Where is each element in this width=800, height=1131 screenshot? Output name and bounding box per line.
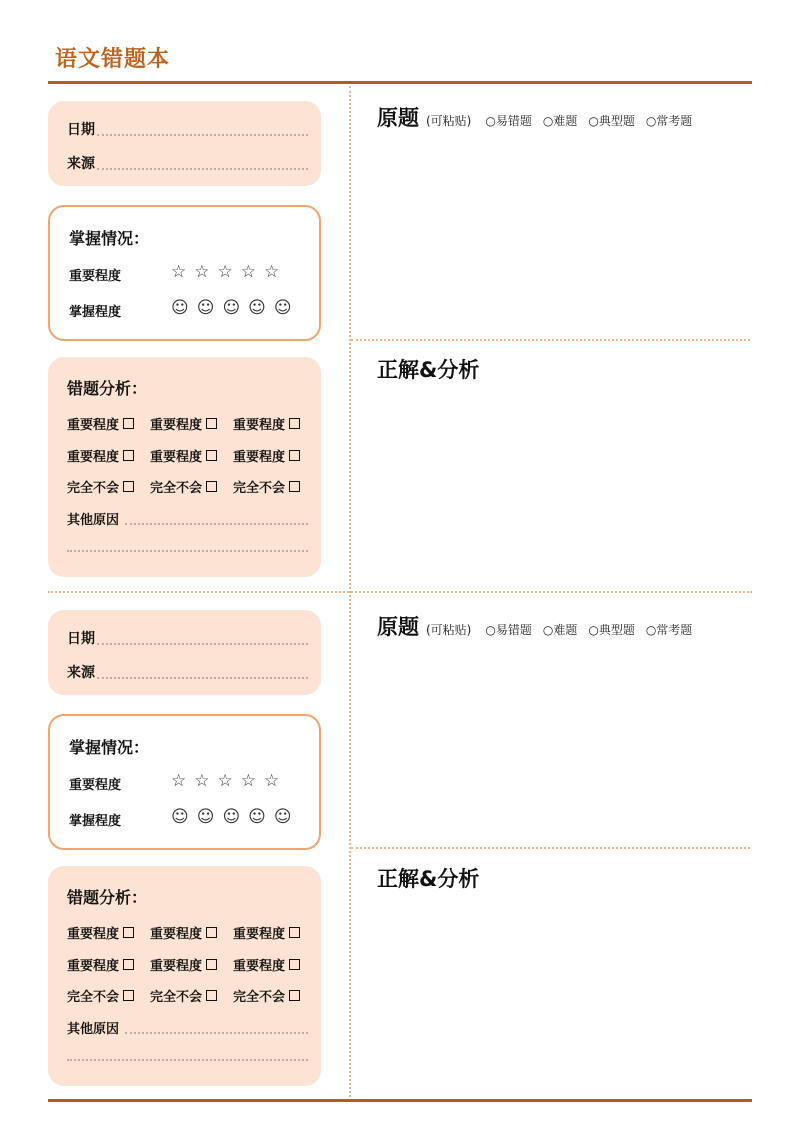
tag-difficult[interactable]: ○难题 [542, 623, 578, 637]
source-row [67, 662, 308, 682]
analysis-option[interactable]: 重要程度 [233, 446, 316, 465]
analysis-option[interactable]: 重要程度 [67, 955, 150, 974]
checkbox[interactable] [206, 450, 217, 461]
importance-label: 重要程度 [69, 778, 122, 793]
analysis-option[interactable]: 完全不会 [233, 986, 316, 1005]
other-reason-row [67, 1018, 308, 1037]
tag-frequent[interactable]: ○常考题 [645, 114, 693, 128]
tag-frequent[interactable]: ○常考题 [645, 623, 693, 637]
checkbox[interactable] [289, 481, 300, 492]
info-card [48, 610, 321, 695]
checkbox[interactable] [123, 927, 134, 938]
analysis-heading: 错题分析： [67, 379, 148, 398]
source-label: 来源 [67, 665, 95, 681]
analysis-option[interactable]: 完全不会 [150, 986, 233, 1005]
smiley-icon[interactable]: ☺☺☺☺☺ [171, 807, 300, 827]
analysis-option[interactable]: 重要程度 [150, 446, 233, 465]
star-icon[interactable]: ☆☆☆☆☆ [171, 771, 288, 791]
checkbox[interactable] [206, 990, 217, 1001]
other-reason-field[interactable] [125, 1032, 308, 1034]
source-field[interactable] [97, 677, 308, 679]
tag-typical[interactable]: ○典型题 [588, 114, 635, 128]
analysis-heading: 错题分析： [67, 888, 148, 907]
checkbox[interactable] [206, 418, 217, 429]
analysis-option[interactable]: 重要程度 [150, 955, 233, 974]
analysis-card [48, 866, 321, 1086]
page-title: 语文错题本 [55, 47, 171, 72]
paste-note: (可粘贴) [426, 114, 472, 128]
analysis-option[interactable]: 完全不会 [67, 477, 150, 496]
checkbox[interactable] [123, 418, 134, 429]
analysis-option[interactable]: 完全不会 [67, 986, 150, 1005]
mistake-entry [0, 84, 800, 594]
analysis-option[interactable]: 完全不会 [150, 477, 233, 496]
analysis-option-row [67, 414, 316, 433]
date-row [67, 628, 308, 648]
date-field[interactable] [97, 643, 308, 645]
analysis-option[interactable]: 重要程度 [233, 414, 316, 433]
analysis-option-row [67, 446, 316, 465]
other-reason-line[interactable] [67, 1059, 308, 1061]
answer-title: 正解&分析 [377, 867, 480, 891]
date-label: 日期 [67, 122, 95, 138]
checkbox[interactable] [123, 959, 134, 970]
tag-error-prone[interactable]: ○易错题 [485, 114, 532, 128]
other-reason-line[interactable] [67, 550, 308, 552]
smiley-icon[interactable]: ☺☺☺☺☺ [171, 298, 300, 318]
date-label: 日期 [67, 631, 95, 647]
checkbox[interactable] [123, 481, 134, 492]
analysis-option[interactable]: 重要程度 [150, 414, 233, 433]
checkbox[interactable] [206, 927, 217, 938]
tag-error-prone[interactable]: ○易错题 [485, 623, 532, 637]
checkbox[interactable] [289, 959, 300, 970]
star-icon[interactable]: ☆☆☆☆☆ [171, 262, 288, 282]
other-reason-row [67, 509, 308, 528]
question-header [377, 102, 703, 132]
checkbox[interactable] [123, 450, 134, 461]
analysis-option[interactable]: 重要程度 [150, 923, 233, 942]
checkbox[interactable] [289, 418, 300, 429]
other-reason-label: 其他原因 [67, 1022, 120, 1037]
question-header [377, 611, 703, 641]
question-title: 原题 [377, 615, 419, 639]
checkbox[interactable] [123, 990, 134, 1001]
analysis-option[interactable]: 重要程度 [67, 446, 150, 465]
question-tags [485, 112, 703, 129]
checkbox[interactable] [206, 481, 217, 492]
checkbox[interactable] [206, 959, 217, 970]
source-row [67, 153, 308, 173]
tag-typical[interactable]: ○典型题 [588, 623, 635, 637]
checkbox[interactable] [289, 450, 300, 461]
grasp-label: 掌握程度 [69, 814, 122, 829]
mistake-entry [0, 593, 800, 1103]
answer-title: 正解&分析 [377, 358, 480, 382]
analysis-option-row [67, 955, 316, 974]
mastery-card [48, 205, 321, 341]
importance-label: 重要程度 [69, 269, 122, 284]
mastery-heading: 掌握情况： [69, 229, 150, 248]
tag-difficult[interactable]: ○难题 [542, 114, 578, 128]
source-label: 来源 [67, 156, 95, 172]
info-card [48, 101, 321, 186]
analysis-option-row [67, 986, 316, 1005]
analysis-option[interactable]: 重要程度 [67, 923, 150, 942]
grasp-label: 掌握程度 [69, 305, 122, 320]
analysis-card [48, 357, 321, 577]
checkbox[interactable] [289, 927, 300, 938]
mastery-card [48, 714, 321, 850]
analysis-option[interactable]: 重要程度 [233, 955, 316, 974]
other-reason-label: 其他原因 [67, 513, 120, 528]
mastery-heading: 掌握情况： [69, 738, 150, 757]
analysis-option[interactable]: 重要程度 [233, 923, 316, 942]
question-title: 原题 [377, 106, 419, 130]
checkbox[interactable] [289, 990, 300, 1001]
analysis-option[interactable]: 重要程度 [67, 414, 150, 433]
other-reason-field[interactable] [125, 523, 308, 525]
analysis-option[interactable]: 完全不会 [233, 477, 316, 496]
question-tags [485, 621, 703, 638]
paste-note: (可粘贴) [426, 623, 472, 637]
date-row [67, 119, 308, 139]
date-field[interactable] [97, 134, 308, 136]
source-field[interactable] [97, 168, 308, 170]
analysis-option-row [67, 923, 316, 942]
analysis-option-row [67, 477, 316, 496]
